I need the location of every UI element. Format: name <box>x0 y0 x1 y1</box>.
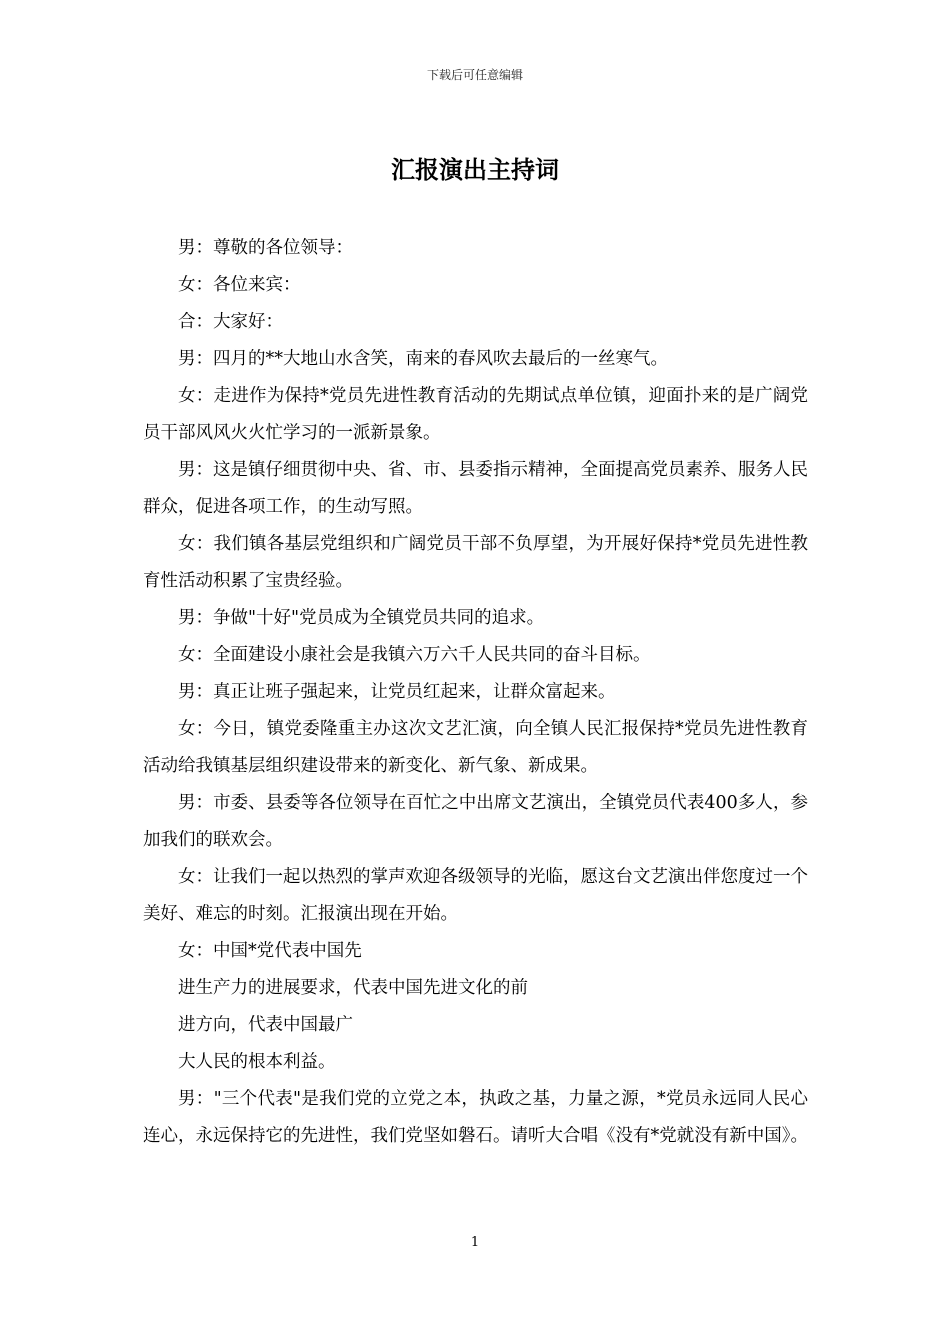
paragraph: 女：走进作为保持*党员先进性教育活动的先期试点单位镇，迎面扑来的是广阔党员干部风风火火忙学习的一派新景象。 <box>143 386 808 443</box>
paragraph: 进方向，代表中国最广 <box>178 1015 353 1035</box>
paragraph: 男：争做"十好"党员成为全镇党员共同的追求。 <box>178 608 545 628</box>
paragraph: 进生产力的进展要求，代表中国先进文化的前 <box>178 978 528 998</box>
paragraph: 女：中国*党代表中国先 <box>178 941 362 961</box>
header-note: 下载后可任意编辑 <box>426 68 523 82</box>
paragraph: 合：大家好： <box>178 312 283 332</box>
paragraph: 男：市委、县委等各位领导在百忙之中出席文艺演出，全镇党员代表400多人，参加我们的联欢会。 <box>143 793 808 850</box>
document-title: 汇报演出主持词 <box>391 156 559 184</box>
paragraph: 男："三个代表"是我们党的立党之本，执政之基，力量之源，*党员永远同人民心连心，永远保持它的先进性，我们党坚如磐石。请听大合唱《没有*党就没有新中国》。 <box>143 1089 808 1146</box>
paragraph: 男：这是镇仔细贯彻中央、省、市、县委指示精神，全面提高党员素养、服务人民群众，促进各项工作，的生动写照。 <box>143 460 808 517</box>
document-body <box>143 230 808 1155</box>
paragraph: 大人民的根本利益。 <box>178 1052 336 1072</box>
paragraph: 女：我们镇各基层党组织和广阔党员干部不负厚望，为开展好保持*党员先进性教育性活动积累了宝贵经验。 <box>143 534 808 591</box>
paragraph: 男：真正让班子强起来，让党员红起来，让群众富起来。 <box>178 682 616 702</box>
paragraph: 男：四月的**大地山水含笑，南来的春风吹去最后的一丝寒气。 <box>178 349 668 369</box>
paragraph: 女：让我们一起以热烈的掌声欢迎各级领导的光临，愿这台文艺演出伴您度过一个美好、难忘的时刻。汇报演出现在开始。 <box>143 867 808 924</box>
paragraph: 女：各位来宾： <box>178 275 301 295</box>
paragraph: 女：全面建设小康社会是我镇六万六千人民共同的奋斗目标。 <box>178 645 651 665</box>
page-number: 1 <box>470 1235 480 1250</box>
paragraph: 男：尊敬的各位领导： <box>178 238 353 258</box>
paragraph: 女：今日，镇党委隆重主办这次文艺汇演，向全镇人民汇报保持*党员先进性教育活动给我镇基层组织建设带来的新变化、新气象、新成果。 <box>143 719 808 776</box>
